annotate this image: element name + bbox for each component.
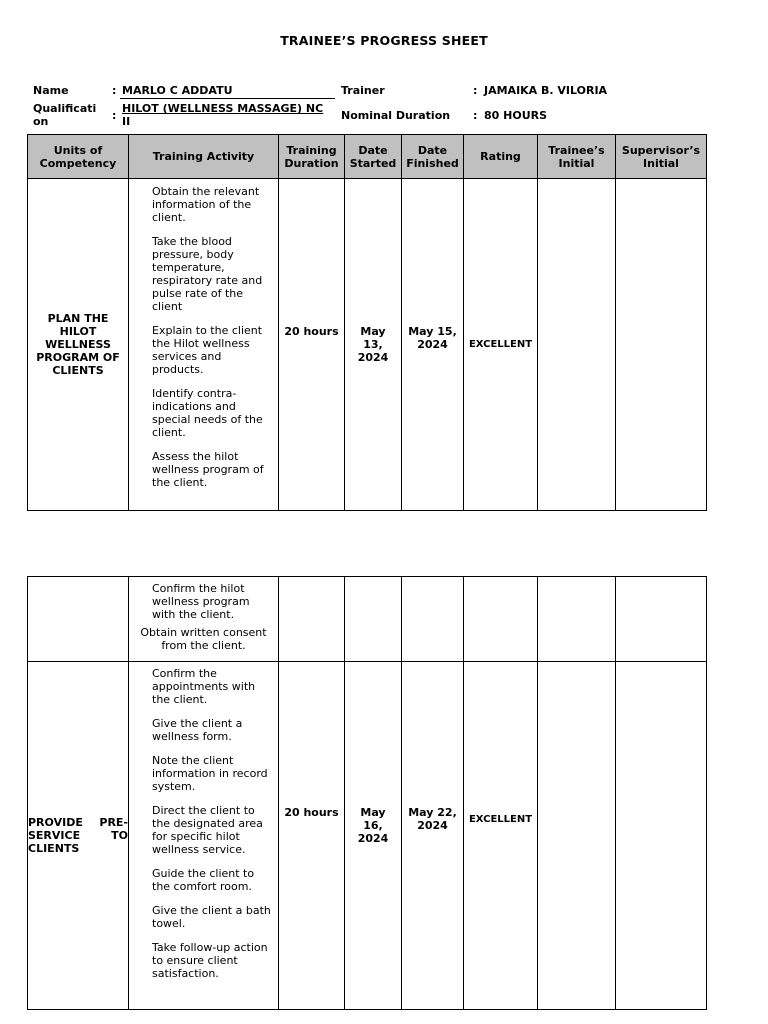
- bullet-icon: [133, 904, 152, 930]
- nominal-duration-colon: :: [473, 109, 478, 122]
- rating: EXCELLENT: [464, 179, 538, 511]
- list-item: Give the client a wellness form.: [133, 717, 272, 743]
- training-activity-cell: [129, 662, 279, 1010]
- list-item: Take follow-up action to ensure client satisfaction.: [133, 941, 272, 980]
- header-units-of-competency: Units of Competency: [28, 135, 129, 179]
- list-item: Guide the client to the comfort room.: [133, 867, 272, 893]
- trainer-value: JAMAIKA B. VILORIA: [484, 84, 608, 97]
- table-row: [28, 662, 707, 1010]
- training-activity-cell: [129, 577, 279, 662]
- qualification-label-line1: Qualificati: [33, 102, 97, 115]
- header-date-finished: Date Finished: [402, 135, 464, 179]
- rating: EXCELLENT: [464, 662, 538, 1010]
- qualification-value-line1: HILOT (WELLNESS MASSAGE) NC: [122, 102, 324, 115]
- bullet-icon: [133, 867, 152, 893]
- trainee-initial-cell: [538, 662, 616, 1010]
- empty-cell: [345, 577, 402, 662]
- trainee-initial-cell: [538, 179, 616, 511]
- list-item: Confirm the appointments with the client.: [133, 667, 272, 706]
- bullet-icon: [133, 717, 152, 743]
- trainer-label: Trainer: [341, 84, 385, 97]
- name-colon: :: [112, 84, 117, 97]
- list-item: Explain to the client the Hilot wellness services and products.: [133, 324, 272, 376]
- name-underline: [120, 98, 335, 99]
- qualification-value-line2: II: [122, 115, 131, 128]
- supervisor-initial-cell: [616, 179, 707, 511]
- bullet-icon: [133, 667, 152, 706]
- list-item: Obtain the relevant information of the client.: [133, 185, 272, 224]
- empty-cell: [538, 577, 616, 662]
- unit-of-competency: [28, 577, 129, 662]
- list-item: Identify contra-indications and special needs of the client.: [133, 387, 272, 439]
- list-item: Direct the client to the designated area for specific hilot wellness service.: [133, 804, 272, 856]
- bullet-icon: [133, 387, 152, 439]
- bullet-icon: [133, 235, 152, 313]
- unit-of-competency: PROVIDE PRE-SERVICE TO CLIENTS: [28, 662, 129, 1010]
- progress-table-page-2: [27, 576, 707, 1010]
- empty-cell: [464, 577, 538, 662]
- nominal-duration-value: 80 HOURS: [484, 109, 548, 122]
- activity-list: [129, 667, 278, 980]
- header-training-duration: Training Duration: [279, 135, 345, 179]
- empty-cell: [616, 577, 707, 662]
- empty-cell: [402, 577, 464, 662]
- header-trainees-initial: Trainee’s Initial: [538, 135, 616, 179]
- page-title: TRAINEE’S PROGRESS SHEET: [280, 33, 488, 48]
- header-rating: Rating: [464, 135, 538, 179]
- bullet-icon: [133, 450, 152, 489]
- qualification-label-line2: on: [33, 115, 49, 128]
- date-finished: May 15, 2024: [402, 179, 464, 511]
- table-header-row: [28, 135, 707, 179]
- progress-table-page-1: [27, 134, 707, 511]
- date-started: May 13, 2024: [345, 179, 402, 511]
- training-activity-cell: [129, 179, 279, 511]
- activity-list: [129, 582, 278, 621]
- bullet-icon: [133, 185, 152, 224]
- header-supervisors-initial: Supervisor’s Initial: [616, 135, 707, 179]
- bullet-icon: [133, 324, 152, 376]
- activity-extra-line: Obtain written consent from the client.: [140, 626, 267, 652]
- name-label: Name: [33, 84, 69, 97]
- list-item: Take the blood pressure, body temperature, respiratory rate and pulse rate of the client: [133, 235, 272, 313]
- nominal-duration-label: Nominal Duration: [341, 109, 451, 122]
- date-finished: May 22, 2024: [402, 662, 464, 1010]
- qualification-colon: :: [112, 109, 117, 122]
- supervisor-initial-cell: [616, 662, 707, 1010]
- header-training-activity: Training Activity: [129, 135, 279, 179]
- activity-list: [129, 185, 278, 489]
- name-value: MARLO C ADDATU: [122, 84, 233, 97]
- bullet-icon: [133, 804, 152, 856]
- list-item: Note the client information in record system.: [133, 754, 272, 793]
- bullet-icon: [133, 941, 152, 980]
- header-date-started: Date Started: [345, 135, 402, 179]
- date-started: May 16, 2024: [345, 662, 402, 1010]
- list-item: Give the client a bath towel.: [133, 904, 272, 930]
- list-item: Assess the hilot wellness program of the client.: [133, 450, 272, 489]
- list-item: Confirm the hilot wellness program with the client.: [133, 582, 272, 621]
- table-row: [28, 179, 707, 511]
- empty-cell: [279, 577, 345, 662]
- trainer-colon: :: [473, 84, 478, 97]
- training-duration: 20 hours: [279, 179, 345, 511]
- unit-of-competency: PLAN THE HILOT WELLNESS PROGRAM OF CLIENTS: [28, 179, 129, 511]
- training-duration: 20 hours: [279, 662, 345, 1010]
- bullet-icon: [133, 582, 152, 621]
- table-row: [28, 577, 707, 662]
- bullet-icon: [133, 754, 152, 793]
